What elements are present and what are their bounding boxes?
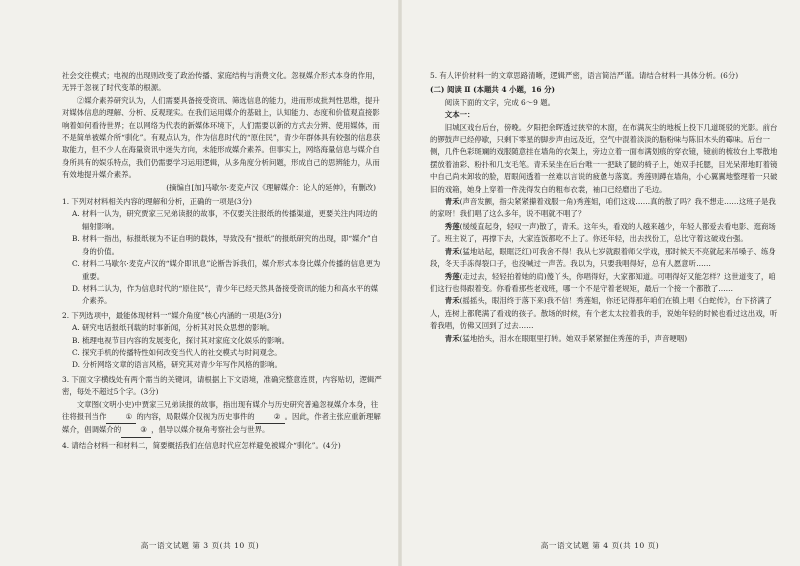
question-5: 5. 有人评价材料一的文章思路清晰，逻辑严密，语言简洁严谨。请结合材料一具体分析。(6分) bbox=[430, 71, 739, 80]
dialogue-text: (摇摇头，眼泪终于落下来)我不信！秀莲姐，你还记得那年咱们在镇上唱《白蛇传》，台下挤满了人，连树上都爬满了看戏的孩子。散场的时候，有个老太太拉着我的手，说她年轻的时候也看过这出戏，听着我唱，仿佛又回到了过去…… bbox=[430, 296, 778, 331]
question-4: 4. 请结合材料一和材料二，简要概括我们在信息时代应怎样避免被媒介“驯化”。(4分) bbox=[62, 440, 341, 450]
question-3: 3. 下面文字横线处有两个需当的关键词，请根据上下文语境，准确完整意连贯，内容贴切，逻辑严密，每处不超过5个字。(3分) bbox=[62, 374, 382, 397]
dialogue-line bbox=[430, 246, 778, 271]
q3-text-2: 的内容，局限媒介仅视为历史事件的 bbox=[136, 411, 255, 421]
page-footer-left: 高一语文试题 第 3 页(共 10 页) bbox=[140, 540, 260, 550]
source-citation: (摘编自[加]马歇尔·麦克卢汉《理解媒介：论人的延伸》，有删改) bbox=[166, 182, 376, 192]
q2-option-c: C. 探究手机的传播特性如何改变当代人的社交模式与时间观念。 bbox=[72, 347, 282, 357]
q2-option-a: A. 研究电话报纸刊载的时事新闻，分析其对民众思想的影响。 bbox=[72, 323, 275, 333]
dialogue-text: (猛地抬头，泪水在眼眶里打转。她双手紧紧握住秀莲的手，声音哽咽) bbox=[459, 333, 688, 343]
question-1: 1. 下列对材料相关内容的理解和分析，正确的一项是(3分) bbox=[62, 197, 252, 207]
q1-option-c: C. 材料二马歇尔·麦克卢汉的“媒介即讯息”论断告诉我们，媒介形式本身比媒介传播的信息更为重要。 bbox=[72, 259, 381, 281]
section-heading: (二) 阅读 Ⅱ (本题共 4 小题，16 分) bbox=[430, 85, 555, 95]
q2-option-d: D. 分析网络文章的语言风格，研究其对青少年写作风格的影响。 bbox=[72, 360, 282, 370]
reading-instruction: 阅读下面的文字，完成 6～9 题。 bbox=[444, 97, 555, 107]
scene-description: 旧城区戏台后台，傍晚。夕阳把余晖透过狭窄的木窗，在布满灰尘的地板上投下几道斑驳的光影。前台的锣鼓声已经停歇，只剩下零星的脚步声由远及近，空气中混着淡淡的脂粉味与陈旧木头的霉味。后台一侧，几件色彩斑斓的戏服随意挂在墙角的衣架上，旁边立着一面布满划痕的穿衣镜，镜前的梳妆台上零散地摆放着油彩、粉扑和几支毛笔。青禾呆坐在后台唯一一把缺了腿的椅子上，她双手托腮，目光呆滞地盯着镜中自己尚未卸妆的脸，眉眼间透着一丝难以言说的疲惫与落寞。秀莲则蹲在墙角，小心翼翼地整理着一只破旧的戏箱，她身上穿着一件洗得发白的粗布衣裳，袖口已经磨出了毛边。 bbox=[430, 122, 778, 194]
blank-2[interactable]: ② bbox=[255, 411, 285, 424]
q3-passage bbox=[62, 399, 382, 438]
text-title: 文本一： bbox=[444, 110, 475, 120]
paragraph-1: 社会交往模式；电视的出现则改变了政治传播、家庭结构与消费文化。忽视媒介形式本身的作用，无异于忽视了时代变革的根源。 bbox=[62, 71, 380, 93]
blank-1[interactable]: ① bbox=[106, 411, 136, 424]
speaker-name: 青禾 bbox=[444, 333, 460, 343]
dialogue-line bbox=[430, 271, 778, 296]
speaker-name: 青禾 bbox=[444, 197, 460, 207]
dialogue-text: (猛地站起，眼眶泛红)可我舍不得！我从七岁就跟着师父学戏，那时候天不亮就起来吊嗓子、练身段，冬天手冻得裂口子，也没喊过一声苦。我以为，只要我唱得好，总有人愿意听…… bbox=[430, 246, 776, 269]
dialogue-text: (缓缓直起身，轻叹一声)散了，青禾。这年头，看戏的人越来越少，年轻人都爱去看电影、逛商场了。班主说了，再撑下去，大家连饭都吃不上了。你还年轻，出去找份工，总比守着这破戏台强。 bbox=[430, 221, 776, 244]
question-2: 2. 下列选项中，最能体现材料一“媒介角度”核心内涵的一项是(3分) bbox=[62, 310, 282, 320]
q3-text-4: ，倡导以媒介视角考察社会与世界。 bbox=[151, 425, 270, 435]
speaker-name: 青禾 bbox=[444, 246, 460, 256]
paragraph-2: ②媒介素养研究认为，人们需要具备接受资讯、筛选信息的能力，进而形成批判性思维，提升对媒体信息的理解、分析、反观现实。在我们运用媒介的基础上，认知能力、态度和价值观直接影响着如何看待世界；在以网络为代表的新媒体环境下，人们需要以新的方式去分辨、使用媒体，而不是简单被媒介所“驯化”。有观点认为，作为信息时代的“原住民”，青少年群体具有较强的信息获取能力，但不少人在海量资讯中迷失方向，未能形成媒介素养。但事实上，网络海量信息与媒介自身所具有的娱乐特点，我们仍需要学习运用逻辑，从多角度分析问题，形成自己的思辨能力，从而有效地提升媒介素养。 bbox=[62, 95, 381, 180]
speaker-name: 秀莲 bbox=[444, 271, 460, 281]
speaker-name: 秀莲 bbox=[444, 221, 460, 231]
page-footer-right: 高一语文试题 第 4 页(共 10 页) bbox=[540, 540, 660, 550]
dialogue-line bbox=[430, 196, 778, 221]
page-right bbox=[400, 0, 800, 566]
q1-option-a: A. 材料一认为，研究贾家三兄弟读报的故事，不仅要关注报纸的传播渠道，更要关注内同边的辐射影响。 bbox=[72, 209, 378, 231]
q2-option-b: B. 梳理电视节目内容的发展变化，探讨其对家庭文化娱乐的影响。 bbox=[72, 335, 290, 345]
dialogue-line bbox=[430, 295, 778, 332]
dialogue-line bbox=[430, 333, 778, 345]
speaker-name: 青禾 bbox=[444, 296, 460, 306]
q3-text-1: 文章图(文明小史)中贾家三兄弟读报的故事，指出现有媒介与历史研究普遍忽视媒介本身，往往将报刊当作 bbox=[62, 399, 379, 421]
dialogue-line bbox=[430, 221, 778, 246]
dialogue-text: (声音发颤，指尖紧紧攥着戏服一角)秀莲姐，咱们这戏……真的散了吗？我不想走……这班子是我的家呀！我们唱了这么多年，说不唱就不唱了？ bbox=[430, 197, 776, 219]
dialogue-text: (走过去，轻轻拍着她的肩)傻丫头，你唱得好，大家都知道。可唱得好又能怎样？这世道变了，咱们这行也得跟着变。你看看那些老戏班，哪一个不是守着老规矩，最后一个接一个都散了…… bbox=[430, 271, 776, 293]
q1-option-b: B. 材料一指出，标报纸视为不证自明的载体，导致没有“报纸”的报纸研究的出现，即“媒介”自身的价值。 bbox=[72, 234, 379, 256]
q3-text-3: 。因此，作者主张应重新理解媒介，倡调媒介的 bbox=[62, 411, 381, 435]
q1-option-d: D. 材料二认为，作为信息时代的“原住民”，青少年已经天然具备接受资讯的能力和高水平的媒介素养。 bbox=[72, 283, 379, 306]
blank-3[interactable]: ③ bbox=[121, 424, 151, 437]
